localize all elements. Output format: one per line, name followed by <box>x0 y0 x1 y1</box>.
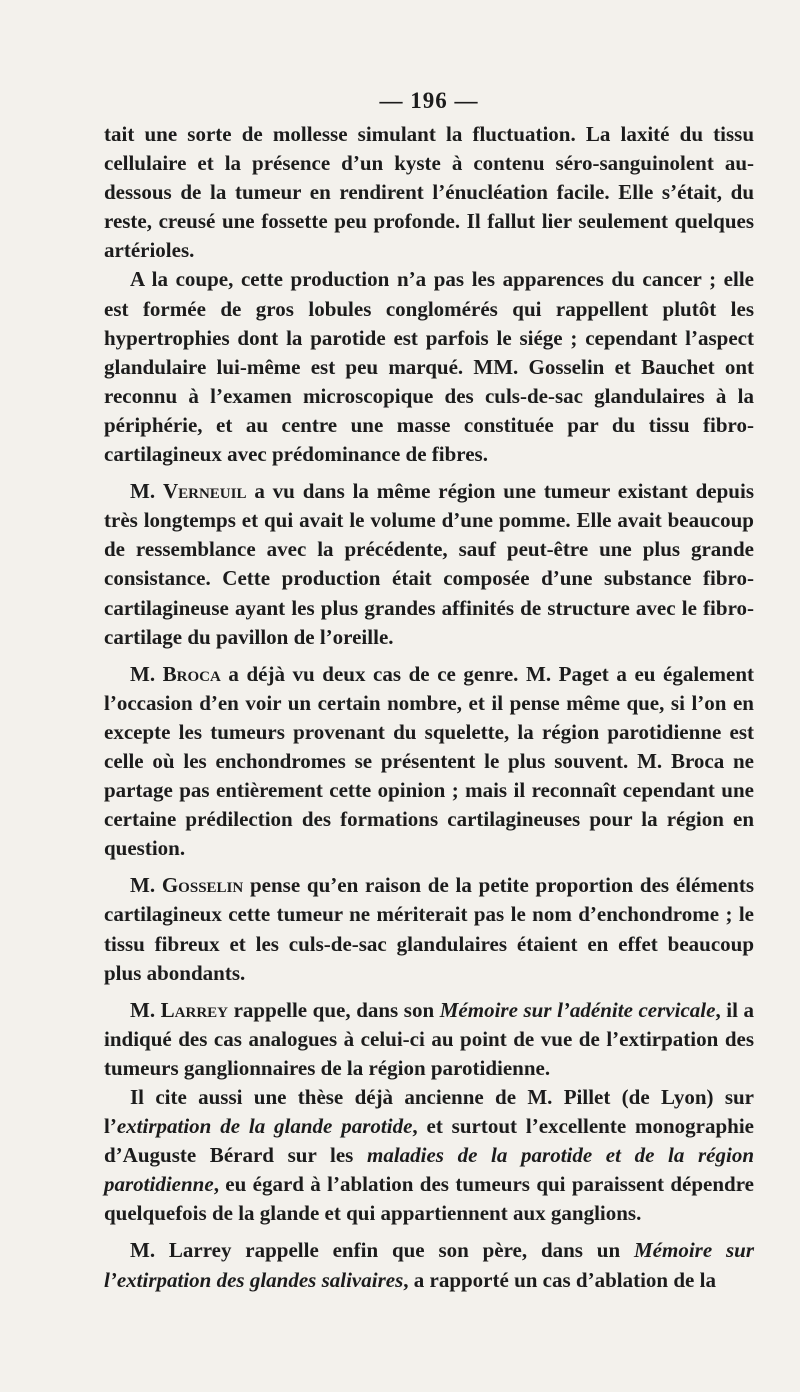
paragraph-8-text-b: , a rapporté un cas d’ablation de la <box>403 1267 716 1292</box>
paragraph-7-text-b: , et surtout l’excellente monographie d’Auguste Bérard sur les <box>104 1114 754 1168</box>
page-number: — 196 — <box>379 88 479 113</box>
paragraph-4-text: a déjà vu deux cas de ce genre. M. Paget a eu également l’occasion d’en voir un certain nombre, et il pense même que, si l’on en excepte les tumeurs provenant du squelette, la région parotidienne est celle où les enchondromes se présentent le plus souvent. M. Broca ne partage pas entièrement cette opinion ; mais il reconnaît cependant une certaine prédilection des formations cartilagineuses pour la région en question. <box>104 661 754 861</box>
paragraph-8 <box>104 1236 754 1294</box>
paragraph-5-text: pense qu’en raison de la petite proportion des éléments cartilagineux cette tumeur ne mériterait pas le nom d’enchondrome ; le tissu fibreux et les culs-de-sac glandulaires étaient en effet beaucoup plus abondants. <box>104 873 755 985</box>
speaker-prefix: M. <box>130 479 156 504</box>
paragraph-6-text-b: , il a indiqué des cas analogues à celui-ci au point de vue de l’extirpation des tumeurs ganglionnaires de la région parotidienne. <box>104 997 755 1080</box>
paragraph-6-text-a: rappelle que, dans son <box>233 997 435 1022</box>
paragraph-4 <box>104 660 754 864</box>
paragraph-2: A la coupe, cette production n’a pas les apparences du cancer ; elle est formée de gros lobules conglomérés qui rappellent plutôt les hypertrophies dont la parotide est parfois le siége ; cependant l’aspect glandulaire lui-même est peu marqué. MM. Gosselin et Bauchet ont reconnu à l’examen microscopique des culs-de-sac glandulaires à la périphérie, et au centre une masse constituée par du tissu fibro-cartilagineux avec prédominance de fibres. <box>104 267 754 467</box>
speaker-name: Larrey <box>160 997 229 1022</box>
paragraph-6-italic-title: Mémoire sur l’adénite cervicale <box>439 997 716 1022</box>
speaker-prefix: M. <box>130 661 156 686</box>
paragraph-3 <box>104 477 754 652</box>
paragraph-6 <box>104 996 754 1083</box>
speaker-prefix: M. <box>130 873 156 898</box>
paragraph-5 <box>104 871 754 987</box>
speaker-name: Broca <box>162 661 221 686</box>
paragraph-7-text-c: , eu égard à l’ablation des tumeurs qui paraissent dépendre quelquefois de la glande et qui appartiennent aux ganglions. <box>104 1172 754 1226</box>
paragraph-8-italic-a: Mémoire sur l’extirpation des glandes salivaires <box>104 1238 755 1292</box>
paragraph-1: tait une sorte de mollesse simulant la fluctuation. La laxité du tissu cellulaire et la présence d’un kyste à contenu séro-sanguinolent au-dessous de la tumeur en rendirent l’énucléation facile. Elle s’était, du reste, creusé une fossette peu profonde. Il fallut lier seulement quelques artérioles. <box>104 122 754 263</box>
paragraph-7-italic-a: extirpation de la glande parotide <box>116 1114 413 1139</box>
paragraph-7 <box>104 1083 754 1228</box>
speaker-name: Gosselin <box>161 873 244 898</box>
speaker-name: Verneuil <box>162 479 247 504</box>
speaker-prefix: M. <box>130 997 156 1022</box>
paragraph-7-italic-b: maladies de la parotide et de la région parotidienne <box>104 1143 755 1197</box>
paragraph-7-text-a: Il cite aussi une thèse déjà ancienne de M. Pillet (de Lyon) sur l’ <box>104 1085 754 1139</box>
paragraph-3-text: a vu dans la même région une tumeur existant depuis très longtemps et qui avait le volume d’une pomme. Elle avait beaucoup de ressemblance avec la précédente, sauf peut-être une plus grande consistance. Cette production était composée d’une substance fibro-cartilagineuse ayant les plus grandes affinités de structure avec le fibro-cartilage du pavillon de l’oreille. <box>104 479 754 649</box>
paragraph-8-text-a: M. Larrey rappelle enfin que son père, dans un <box>130 1238 621 1263</box>
